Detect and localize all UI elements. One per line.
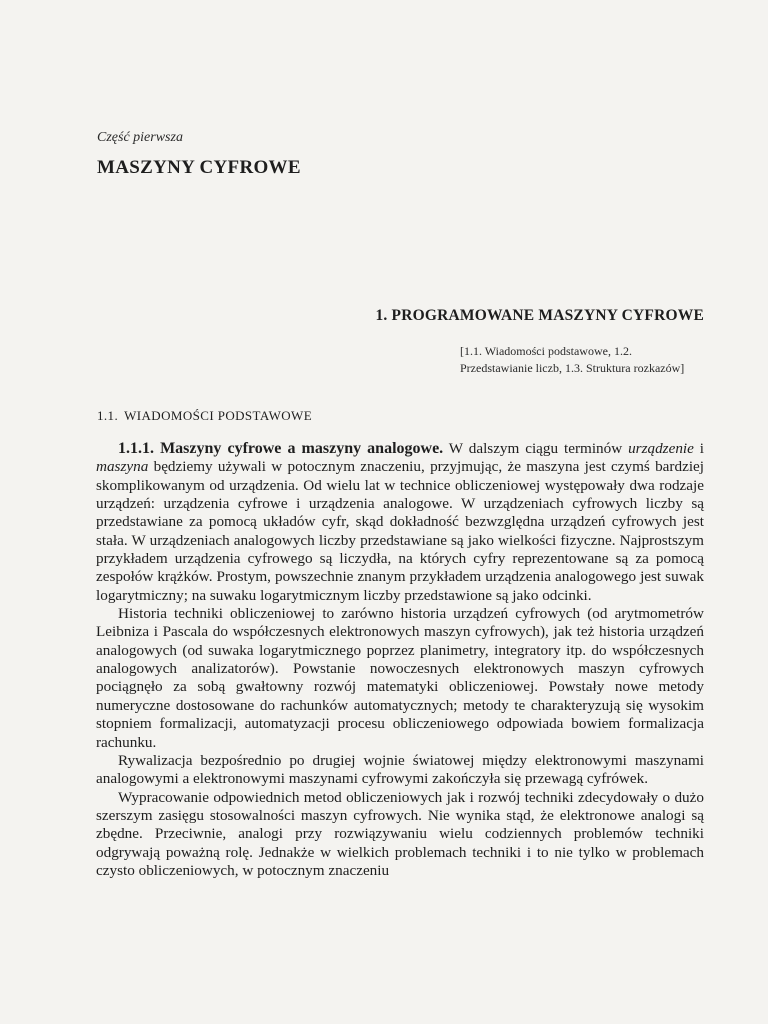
paragraph-2: Historia techniki obliczeniowej to zarówno historia urządzeń cyfrowych (od arytmometrów Leibniza i Pascala do współczesnych elektronowych maszyn cyfrowych), jak też historia urządzeń analogowych (od suwaka logarytmicznego poprzez planimetry, integratory itp. do współczesnych analogowych analizatorów). Powstanie nowoczesnych elektronowych maszyn cyfrowych pociągnęło za sobą gwałtowny rozwój matematyki obliczeniowej. Powstały nowe metody numeryczne dostosowane do rachunków automatycznych; metody te charakteryzują się wysokim stopniem formalizacji, automatyzacji procesu obliczeniowego odpowiada bowiem formalizacja rachunku. [96,605,704,751]
section-title: WIADOMOŚCI PODSTAWOWE [124,408,313,423]
paragraph-3: Rywalizacja bezpośrednio po drugiej wojnie światowej między elektronowymi maszynami analogowymi a elektronowymi maszynami cyfrowymi zakończyła się przewagą cyfrówek. [96,751,704,788]
subsection-title: 1.1.1. Maszyny cyfrowe a maszyny analogowe. [118,440,444,457]
section-heading [97,408,312,424]
part-label: Część pierwsza [97,130,183,145]
paragraph-1 [96,440,704,605]
chapter-contents: [1.1. Wiadomości podstawowe, 1.2. Przedstawianie liczb, 1.3. Struktura rozkazów] [460,344,685,375]
body-text [96,440,704,880]
paragraph-1-conj: i [693,440,704,457]
paragraph-4: Wypracowanie odpowiednich metod obliczeniowych jak i rozwój techniki zdecydowały o dużo szerszym zasięgu stosowalności maszyn cyfrowych. Nie wynika stąd, że elektronowe analogi są zbędne. Przeciwnie, analogi przy rozwiązywaniu wielu codziennych problemów techniki odgrywają poważną rolę. Jednakże w wielkich problemach techniki i to nie tylko w problemach czysto obliczeniowych, w potocznym znaczeniu [96,788,704,879]
chapter-title: 1. PROGRAMOWANE MASZYNY CYFROWE [375,307,704,324]
term-urzadzenie: urządzenie [628,440,694,457]
term-maszyna: maszyna [96,458,149,476]
section-number: 1.1. [97,408,119,423]
part-title: MASZYNY CYFROWE [97,157,301,178]
paragraph-1-rest: będziemy używali w potocznym znaczeniu, przyjmując, że maszyna jest czymś bardziej skomplikowanym od urządzenia. Od wielu lat w technice obliczeniowej występowały dwa rodzaje urządzeń: urządzenia cyfrowe i urządzenia analogowe. W urządzeniach cyfrowych liczby są przedstawiane za pomocą układów cyfr, skąd dokładność bezwzględna urządzeń cyfrowych jest stała. W urządzeniach analogowych liczby przedstawiane są jako wielkości fizyczne. Najprostszym przykładem urządzenia cyfrowego są liczydła, na których cyfry reprezentowane są za pomocą zespołów krążków. Prostym, powszechnie znanym przykładem urządzenia analogowego jest suwak logarytmiczny; na suwaku logarytmicznym liczby przedstawione są jako odcinki. [96,458,704,604]
paragraph-1-intro: W dalszym ciągu terminów [443,440,629,457]
